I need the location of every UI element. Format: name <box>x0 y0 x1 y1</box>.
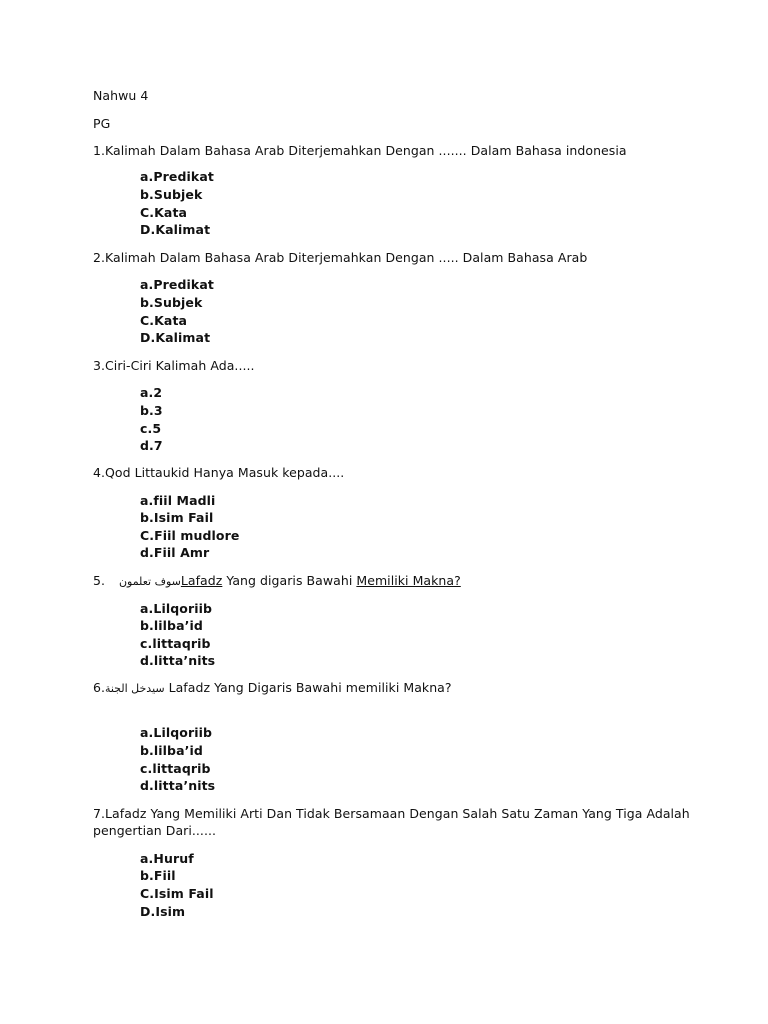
question-6-option-c: c.littaqrib <box>140 761 211 776</box>
question-5-option-b: b.lilba’id <box>140 618 203 633</box>
question-4-option-d: d.Fiil Amr <box>140 545 210 560</box>
question-5-number: 5. <box>93 573 105 588</box>
question-5-option-d: d.litta’nits <box>140 653 216 668</box>
question-5-middle: Yang digaris Bawahi <box>222 573 357 588</box>
question-5-makna: Memiliki Makna? <box>356 573 461 588</box>
question-3-option-a: a.2 <box>140 385 163 400</box>
question-5-stem <box>93 573 461 590</box>
question-3-option-b: b.3 <box>140 403 163 418</box>
question-2-option-d: D.Kalimat <box>140 330 211 345</box>
question-7-stem-line-2: pengertian Dari...... <box>93 823 217 838</box>
question-7-option-c: C.Isim Fail <box>140 886 214 901</box>
question-4-option-b: b.Isim Fail <box>140 510 214 525</box>
question-1-option-d: D.Kalimat <box>140 222 211 237</box>
question-6-option-b: b.lilba’id <box>140 743 203 758</box>
question-2-option-c: C.Kata <box>140 313 188 328</box>
question-6-option-d: d.litta’nits <box>140 778 216 793</box>
question-6-stem <box>93 680 452 697</box>
question-5-option-a: a.Lilqoriib <box>140 601 213 616</box>
question-1-option-c: C.Kata <box>140 205 188 220</box>
question-7-option-b: b.Fiil <box>140 868 176 883</box>
question-4-stem: 4.Qod Littaukid Hanya Masuk kepada.... <box>93 465 345 480</box>
question-3-stem: 3.Ciri-Ciri Kalimah Ada..... <box>93 358 255 373</box>
question-6-rest: Lafadz Yang Digaris Bawahi memiliki Makna? <box>164 680 452 695</box>
question-1-option-a: a.Predikat <box>140 169 214 184</box>
question-5-lafadz: Lafadz <box>180 573 223 588</box>
question-1-stem: 1.Kalimah Dalam Bahasa Arab Diterjemahkan Dengan ....... Dalam Bahasa indonesia <box>93 143 627 158</box>
question-2-option-a: a.Predikat <box>140 277 214 292</box>
question-4-option-a: a.fiil Madli <box>140 493 216 508</box>
question-6-number: 6. <box>93 680 105 695</box>
doc-title: Nahwu 4 <box>93 88 149 103</box>
question-6-arabic-phrase: سيدخل الجنة <box>104 682 165 695</box>
question-3-option-c: c.5 <box>140 421 162 436</box>
question-7-option-a: a.Huruf <box>140 851 194 866</box>
question-7-stem-line-1: 7.Lafadz Yang Memiliki Arti Dan Tidak Bersamaan Dengan Salah Satu Zaman Yang Tiga Adalah <box>93 806 690 821</box>
question-3-option-d: d.7 <box>140 438 163 453</box>
question-5-option-c: c.littaqrib <box>140 636 211 651</box>
question-7-option-d: D.Isim <box>140 904 186 919</box>
section-label: PG <box>93 116 111 131</box>
question-5-arabic-phrase: سوف تعلمون <box>118 575 181 588</box>
question-1-option-b: b.Subjek <box>140 187 203 202</box>
question-2-stem: 2.Kalimah Dalam Bahasa Arab Diterjemahkan Dengan ..... Dalam Bahasa Arab <box>93 250 588 265</box>
question-2-option-b: b.Subjek <box>140 295 203 310</box>
question-4-option-c: C.Fiil mudlore <box>140 528 240 543</box>
question-6-option-a: a.Lilqoriib <box>140 725 213 740</box>
